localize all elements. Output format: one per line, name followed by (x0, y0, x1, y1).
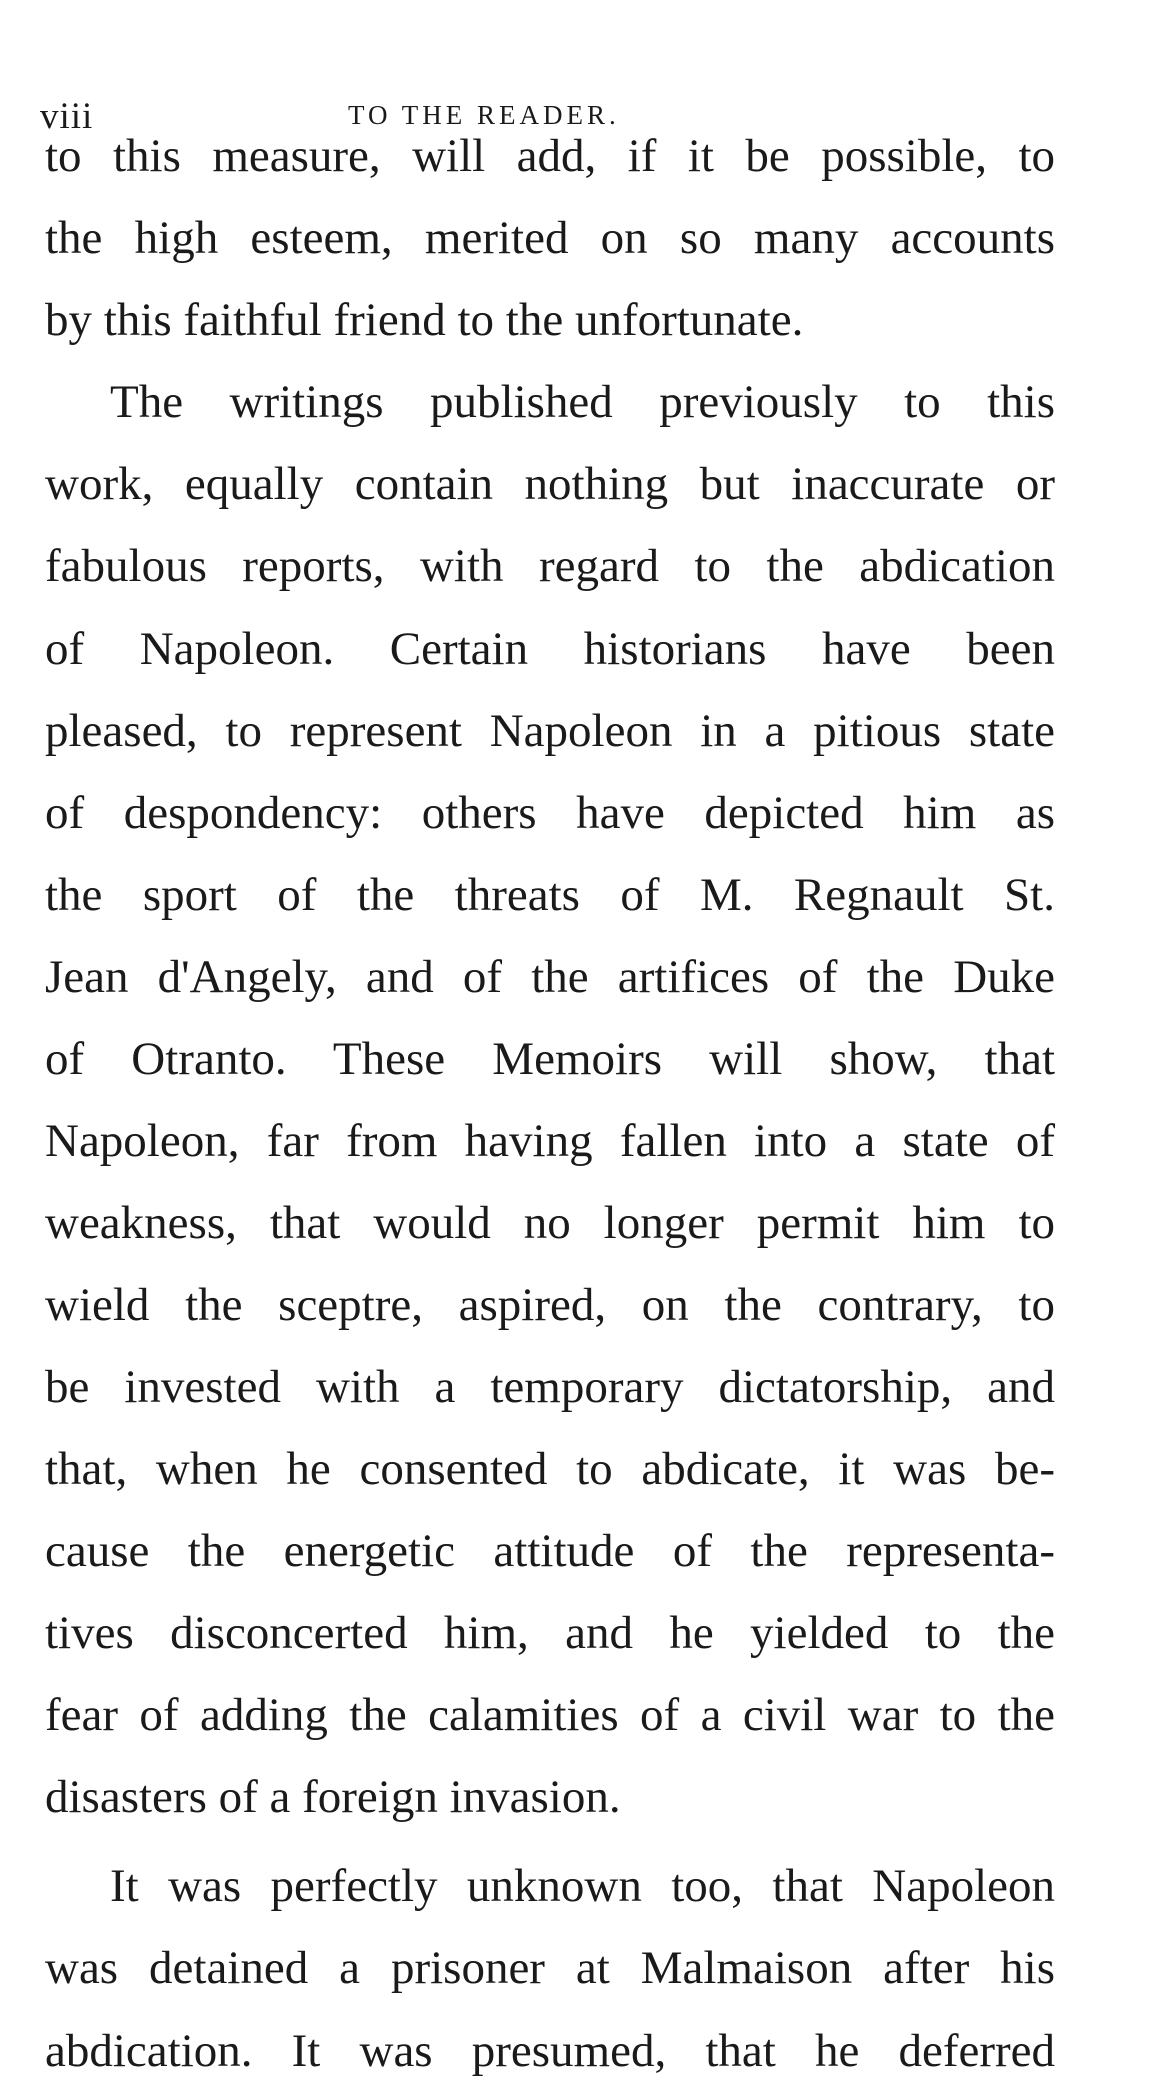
text-line: the sport of the threats of M. Regnault St. (45, 869, 1055, 921)
text-line: pleased, to represent Napoleon in a pitious state (45, 705, 1055, 757)
text-line: The writings published previously to this (110, 376, 1055, 428)
text-line: tives disconcerted him, and he yielded to the (45, 1607, 1055, 1659)
text-line: abdication. It was presumed, that he deferred (45, 2025, 1055, 2077)
text-line: the high esteem, merited on so many accounts (45, 212, 1055, 264)
text-line: wield the sceptre, aspired, on the contrary, to (45, 1279, 1055, 1331)
text-line: Jean d'Angely, and of the artifices of the Duke (45, 951, 1055, 1003)
page-number: viii (40, 96, 94, 137)
text-line: be invested with a temporary dictatorship, and (45, 1361, 1055, 1413)
text-line: by this faithful friend to the unfortunate. (45, 294, 804, 346)
text-line: work, equally contain nothing but inaccurate or (45, 458, 1055, 510)
text-line: of despondency: others have depicted him as (45, 787, 1055, 839)
text-line: to this measure, will add, if it be possible, to (45, 130, 1055, 182)
text-line: of Napoleon. Certain historians have been (45, 623, 1055, 675)
text-line: fear of adding the calamities of a civil war to the (45, 1689, 1055, 1741)
text-line: disasters of a foreign invasion. (45, 1771, 621, 1823)
text-line: that, when he consented to abdicate, it was be- (45, 1443, 1055, 1495)
text-line: Napoleon, far from having fallen into a state of (45, 1115, 1055, 1167)
text-line: fabulous reports, with regard to the abdication (45, 540, 1055, 592)
text-line: was detained a prisoner at Malmaison after his (45, 1942, 1055, 1994)
text-line: of Otranto. These Memoirs will show, that (45, 1033, 1055, 1085)
text-line: cause the energetic attitude of the representa- (45, 1525, 1055, 1577)
text-line: weakness, that would no longer permit him to (45, 1197, 1055, 1249)
text-line: It was perfectly unknown too, that Napoleon (110, 1860, 1055, 1912)
running-head: TO THE READER. (348, 100, 620, 130)
